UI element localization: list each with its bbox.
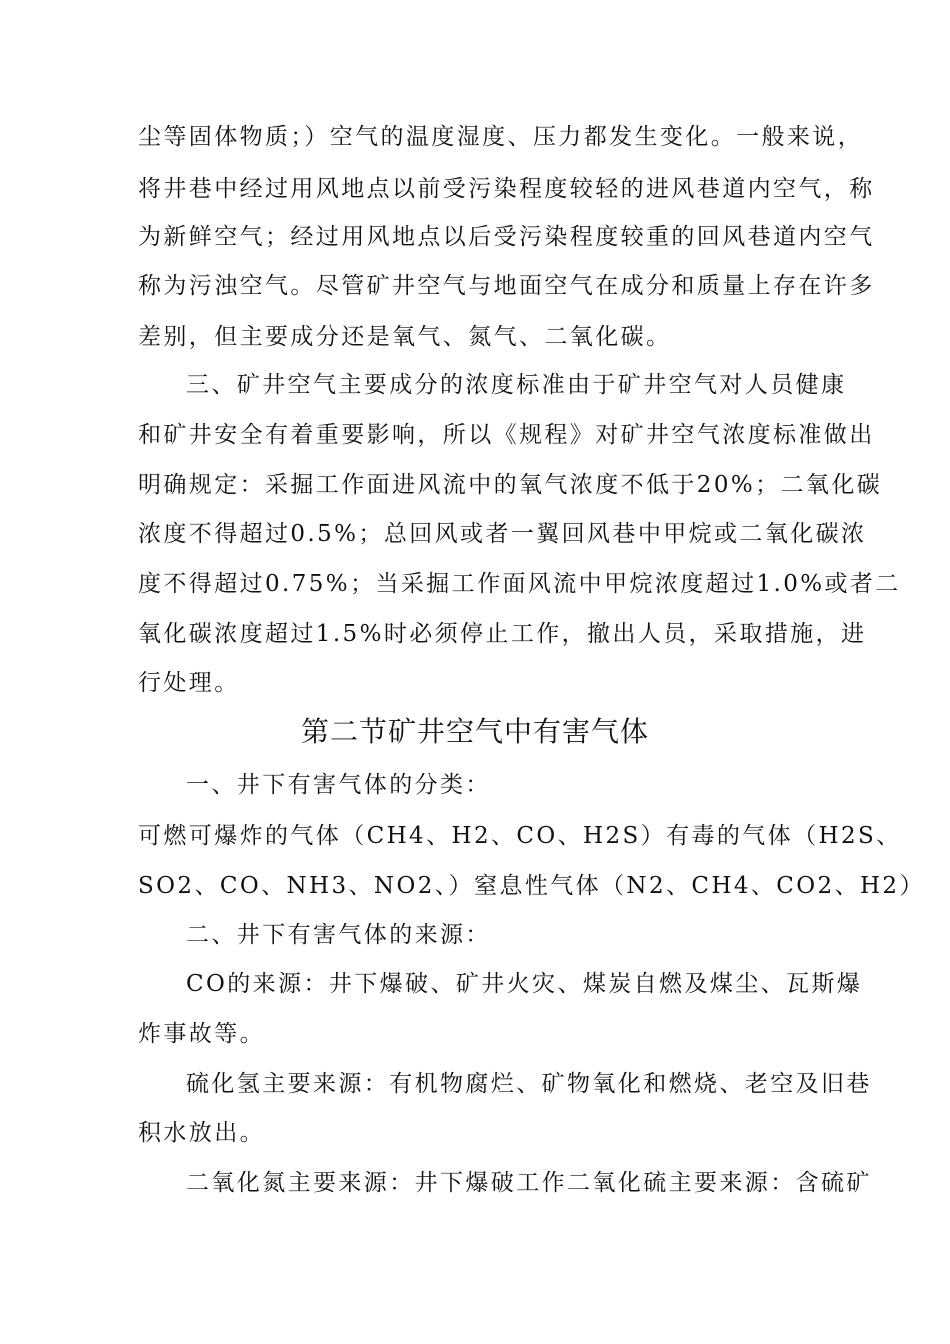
paragraph-line: 和矿井安全有着重要影响，所以《规程》对矿井空气浓度标准做出 bbox=[138, 422, 875, 448]
paragraph-line: 度不得超过0.75%；当采掘工作面风流中甲烷浓度超过1.0%或者二 bbox=[138, 571, 901, 597]
paragraph-line: 差别，但主要成分还是氧气、氮气、二氧化碳。 bbox=[138, 324, 672, 350]
paragraph-line: 行处理。 bbox=[138, 670, 240, 696]
paragraph-line: 可燃可爆炸的气体（CH4、H2、CO、H2S）有毒的气体（H2S、 bbox=[138, 823, 902, 849]
paragraph-line: 积水放出。 bbox=[138, 1120, 265, 1146]
paragraph-line: 氧化碳浓度超过1.5%时必须停止工作，撤出人员，采取措施，进 bbox=[138, 621, 867, 647]
paragraph-line: 炸事故等。 bbox=[138, 1021, 265, 1047]
subsection-title: 一、井下有害气体的分类： bbox=[186, 772, 491, 798]
paragraph-line: 浓度不得超过0.5%；总回风或者一翼回风巷中甲烷或二氧化碳浓 bbox=[138, 521, 867, 547]
paragraph-line: CO的来源：井下爆破、矿井火灾、煤炭自燃及煤尘、瓦斯爆 bbox=[186, 971, 863, 997]
paragraph-line: 硫化氢主要来源：有机物腐烂、矿物氧化和燃烧、老空及旧巷 bbox=[186, 1071, 872, 1097]
paragraph-line: 明确规定：采掘工作面进风流中的氧气浓度不低于20%；二氧化碳 bbox=[138, 472, 883, 498]
paragraph-line: 二氧化氮主要来源：井下爆破工作二氧化硫主要来源：含硫矿 bbox=[186, 1170, 872, 1196]
paragraph-line: 为新鲜空气；经过用风地点以后受污染程度较重的回风巷道内空气 bbox=[138, 224, 875, 250]
paragraph-line: 将井巷中经过用风地点以前受污染程度较轻的进风巷道内空气，称 bbox=[138, 176, 875, 202]
paragraph-line: 三、矿井空气主要成分的浓度标准由于矿井空气对人员健康 bbox=[186, 372, 847, 398]
paragraph-line: SO2、CO、NH3、NO2、）窒息性气体（N2、CH4、CO2、H2） bbox=[138, 873, 925, 899]
paragraph-line: 尘等固体物质；）空气的温度湿度、压力都发生变化。一般来说， bbox=[138, 124, 864, 150]
section-heading: 第二节矿井空气中有害气体 bbox=[300, 715, 649, 748]
paragraph-line: 称为污浊空气。尽管矿井空气与地面空气在成分和质量上存在许多 bbox=[138, 273, 875, 299]
subsection-title: 二、井下有害气体的来源： bbox=[186, 922, 491, 948]
